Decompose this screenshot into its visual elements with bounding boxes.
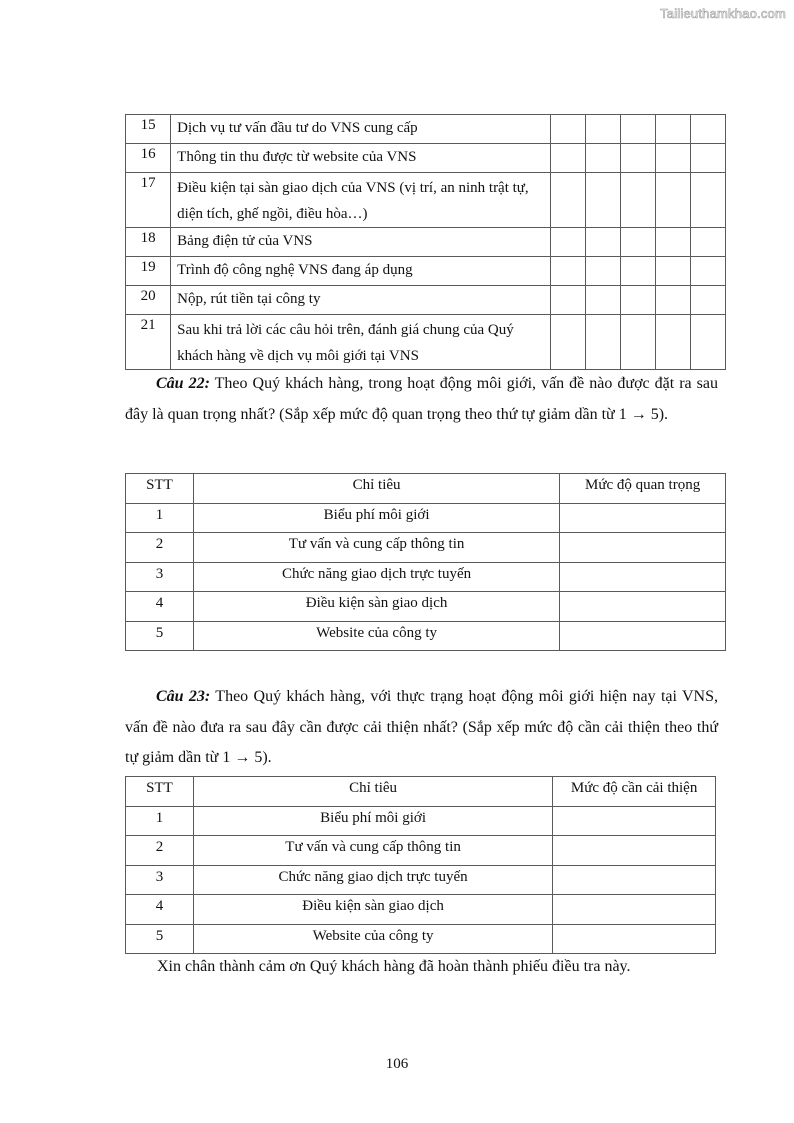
page-number: 106	[385, 1056, 409, 1072]
improvement-input-cell[interactable]	[553, 895, 716, 925]
question-22	[125, 369, 718, 430]
importance-input-cell[interactable]	[560, 562, 726, 592]
rating-cell[interactable]	[690, 228, 725, 257]
rating-cell[interactable]	[585, 115, 620, 144]
row-number: 20	[126, 286, 171, 315]
rating-cell[interactable]	[655, 228, 690, 257]
importance-input-cell[interactable]	[560, 533, 726, 563]
row-number: 15	[126, 115, 171, 144]
table-row	[126, 144, 726, 173]
rating-cell[interactable]	[690, 144, 725, 173]
row-number: 17	[126, 173, 171, 228]
row-criterion: Website của công ty	[193, 924, 552, 954]
header-improvement: Mức độ cần cải thiện	[553, 777, 716, 807]
row-number: 3	[126, 865, 194, 895]
table-row	[126, 621, 726, 651]
rating-cell[interactable]	[585, 144, 620, 173]
rating-cell[interactable]	[550, 286, 585, 315]
importance-input-cell[interactable]	[560, 503, 726, 533]
rating-cell[interactable]	[585, 173, 620, 228]
rating-cell[interactable]	[655, 315, 690, 370]
row-description: Điều kiện tại sàn giao dịch của VNS (vị trí, an ninh trật tự, diện tích, ghế ngồi, điều hòa…)	[171, 173, 551, 228]
table-row	[126, 836, 716, 866]
importance-input-cell[interactable]	[560, 592, 726, 622]
rating-cell[interactable]	[585, 257, 620, 286]
header-importance: Mức độ quan trọng	[560, 474, 726, 504]
row-criterion: Tư vấn và cung cấp thông tin	[193, 533, 559, 563]
row-number: 5	[126, 924, 194, 954]
question-23	[125, 682, 718, 774]
improvement-input-cell[interactable]	[553, 865, 716, 895]
row-description: Sau khi trả lời các câu hỏi trên, đánh giá chung của Quý khách hàng về dịch vụ môi giới tại VNS	[171, 315, 551, 370]
header-criterion: Chỉ tiêu	[193, 777, 552, 807]
rating-cell[interactable]	[655, 286, 690, 315]
row-description: Bảng điện tử của VNS	[171, 228, 551, 257]
table-row	[126, 562, 726, 592]
row-number: 21	[126, 315, 171, 370]
row-criterion: Điều kiện sàn giao dịch	[193, 592, 559, 622]
improvement-ranking-table	[125, 776, 716, 954]
improvement-input-cell[interactable]	[553, 806, 716, 836]
rating-cell[interactable]	[550, 257, 585, 286]
row-criterion: Biểu phí môi giới	[193, 806, 552, 836]
row-description: Thông tin thu được từ website của VNS	[171, 144, 551, 173]
row-number: 4	[126, 592, 194, 622]
rating-cell[interactable]	[585, 228, 620, 257]
rating-cell[interactable]	[690, 315, 725, 370]
table-row	[126, 806, 716, 836]
rating-cell[interactable]	[585, 286, 620, 315]
table-row	[126, 257, 726, 286]
row-number: 5	[126, 621, 194, 651]
rating-cell[interactable]	[690, 173, 725, 228]
question-22-label: Câu 22:	[156, 375, 210, 392]
question-23-text: Theo Quý khách hàng, với thực trạng hoạt động môi giới hiện nay tại VNS, vấn đề nào đưa ra sau đây cần được cải thiện nhất? (Sắp xếp mức độ cần cải thiện theo thứ tự giảm dần từ 1 → 5).	[125, 688, 718, 766]
row-number: 3	[126, 562, 194, 592]
row-number: 1	[126, 806, 194, 836]
rating-cell[interactable]	[550, 173, 585, 228]
row-criterion: Biểu phí môi giới	[193, 503, 559, 533]
watermark: Tailieuthamkhao.com	[660, 6, 786, 21]
row-number: 18	[126, 228, 171, 257]
row-criterion: Tư vấn và cung cấp thông tin	[193, 836, 552, 866]
rating-table	[125, 114, 726, 370]
rating-cell[interactable]	[620, 144, 655, 173]
rating-cell[interactable]	[655, 173, 690, 228]
rating-cell[interactable]	[550, 115, 585, 144]
table-row	[126, 173, 726, 228]
row-criterion: Điều kiện sàn giao dịch	[193, 895, 552, 925]
row-description: Dịch vụ tư vấn đầu tư do VNS cung cấp	[171, 115, 551, 144]
table-row	[126, 865, 716, 895]
table-row	[126, 924, 716, 954]
rating-cell[interactable]	[690, 257, 725, 286]
rating-cell[interactable]	[550, 228, 585, 257]
row-number: 4	[126, 895, 194, 925]
rating-cell[interactable]	[620, 173, 655, 228]
table-row	[126, 115, 726, 144]
importance-ranking-table	[125, 473, 726, 651]
question-23-label: Câu 23:	[156, 688, 211, 705]
row-criterion: Chức năng giao dịch trực tuyến	[193, 562, 559, 592]
table-row	[126, 503, 726, 533]
row-number: 2	[126, 836, 194, 866]
table-header-row	[126, 474, 726, 504]
closing-thanks: Xin chân thành cảm ơn Quý khách hàng đã hoàn thành phiếu điều tra này.	[157, 958, 631, 975]
rating-cell[interactable]	[690, 286, 725, 315]
table-row	[126, 228, 726, 257]
row-criterion: Website của công ty	[193, 621, 559, 651]
table-row	[126, 286, 726, 315]
rating-cell[interactable]	[620, 115, 655, 144]
row-number: 16	[126, 144, 171, 173]
improvement-input-cell[interactable]	[553, 924, 716, 954]
rating-cell[interactable]	[620, 257, 655, 286]
header-stt: STT	[126, 777, 194, 807]
row-number: 1	[126, 503, 194, 533]
row-number: 2	[126, 533, 194, 563]
rating-cell[interactable]	[550, 144, 585, 173]
rating-cell[interactable]	[550, 315, 585, 370]
rating-cell[interactable]	[585, 315, 620, 370]
rating-cell[interactable]	[620, 286, 655, 315]
question-22-text: Theo Quý khách hàng, trong hoạt động môi giới, vấn đề nào được đặt ra sau đây là quan trọng nhất? (Sắp xếp mức độ quan trọng theo thứ tự giảm dần từ 1 → 5).	[125, 375, 718, 423]
table-row	[126, 533, 726, 563]
rating-cell[interactable]	[655, 115, 690, 144]
table-row	[126, 315, 726, 370]
table-header-row	[126, 777, 716, 807]
row-number: 19	[126, 257, 171, 286]
table-row	[126, 592, 726, 622]
row-description: Nộp, rút tiền tại công ty	[171, 286, 551, 315]
rating-cell[interactable]	[690, 115, 725, 144]
rating-cell[interactable]	[655, 257, 690, 286]
importance-input-cell[interactable]	[560, 621, 726, 651]
header-criterion: Chỉ tiêu	[193, 474, 559, 504]
rating-cell[interactable]	[655, 144, 690, 173]
header-stt: STT	[126, 474, 194, 504]
table-row	[126, 895, 716, 925]
rating-cell[interactable]	[620, 228, 655, 257]
rating-cell[interactable]	[620, 315, 655, 370]
row-description: Trình độ công nghệ VNS đang áp dụng	[171, 257, 551, 286]
row-criterion: Chức năng giao dịch trực tuyến	[193, 865, 552, 895]
improvement-input-cell[interactable]	[553, 836, 716, 866]
